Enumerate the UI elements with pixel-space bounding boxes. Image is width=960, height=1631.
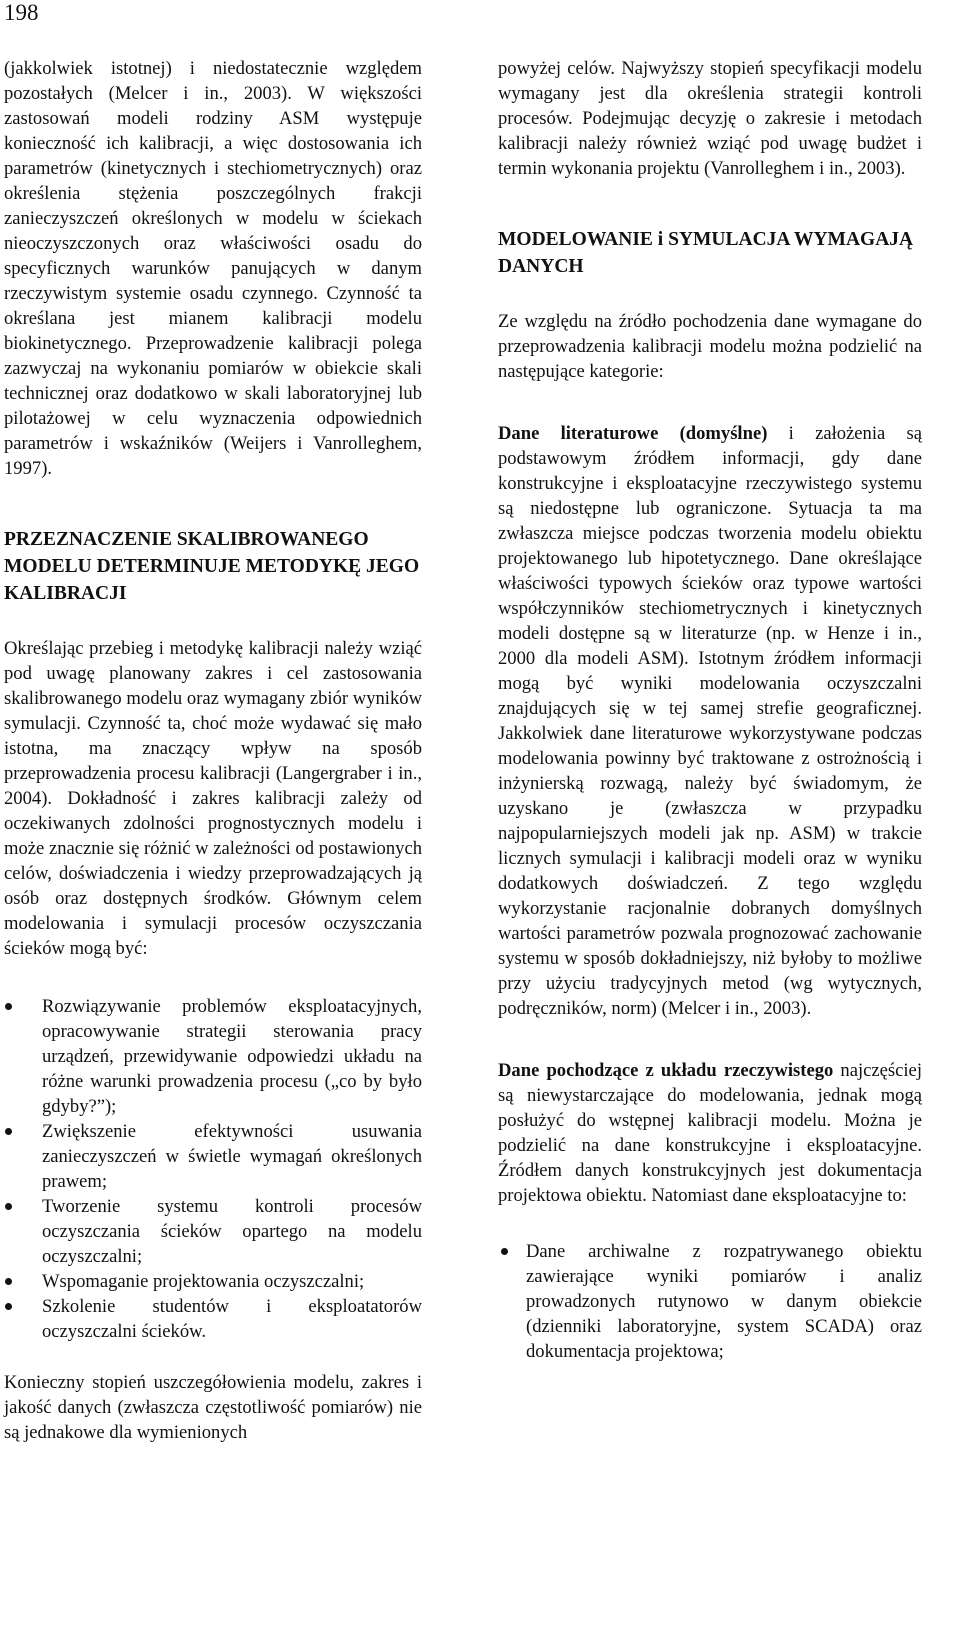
section-heading-calibration-purpose: PRZEZNACZENIE SKALIBROWANEGO MODELU DETERMINUJE METODYKĘ JEGO KALIBRACJI: [4, 529, 420, 604]
real-system-data-text: najczęściej są niewystarczające do modelowania, jednak mogą posłużyć do wstępnej kalibracji modelu. Można je podzielić na dane konstrukcyjne i eksploatacyjne. Źródłem danych konstrukcyjnych jest dokumentacja projektowa obiektu. Natomiast dane eksploatacyjne to:: [498, 1060, 922, 1206]
list-item: [4, 1269, 422, 1294]
modeling-goals-list: [4, 994, 422, 1344]
list-item-text: Dane archiwalne z rozpatrywanego obiektu zawierające wyniki pomiarów i analiz prowadzonych rutynowo w danym obiekcie (dzienniki laboratoryjne, system SCADA) oraz dokumentacja projektowa;: [526, 1241, 922, 1362]
right-column: [498, 56, 922, 1364]
list-item: [498, 1239, 922, 1364]
list-item-text: Wspomaganie projektowania oczyszczalni;: [42, 1271, 365, 1292]
real-system-data-term: Dane pochodzące z układu rzeczywistego: [498, 1060, 834, 1081]
real-system-data-paragraph: [498, 1058, 922, 1208]
left-paragraph-1: (jakkolwiek istotnej) i niedostatecznie względem pozostałych (Melcer i in., 2003). W większości zastosowań modeli rodziny ASM występuje konieczność ich kalibracji, a więc dostosowania ich parametrów (kinetycznych i stechiometrycznych) oraz określenia stężenia poszczególnych frakcji zanieczyszczeń określonych w modelu w ściekach nieoczyszczonych oraz właściwości osadu do specyficznych warunków panujących w danym rzeczywistym systemie osadu czynnego. Czynność ta określana jest mianem kalibracji modelu biokinetycznego. Przeprowadzenie kalibracji polega zazwyczaj na wykonaniu pomiarów w obiekcie skali technicznej oraz dodatkowo w skali laboratoryjnej lub pilotażowej w celu wyznaczenia odpowiednich parametrów i wskaźników (Weijers i Vanrolleghem, 1997).: [4, 58, 422, 479]
literature-data-text: i założenia są podstawowym źródłem informacji, gdy dane konstrukcyjne i eksploatacyjne rzeczywistego systemu są niedostępne lub ograniczone. Sytuacja ta ma zwłaszcza miejsce podczas tworzenia modelu obiektu projektowanego lub hipotetycznego. Dane określające właściwości typowych ścieków oraz typowe wartości współczynników stechiometrycznych i kinetycznych modeli dostępne są w literaturze (np. w Henze i in., 2000 dla modeli ASM). Istotnym źródłem informacji mogą być wyniki modelowania oczyszczalni znajdujących się w tej samej strefie geograficznej. Jakkolwiek dane literaturowe wykorzystywane podczas modelowania powinny być traktowane z ostrożnością i inżynierską rozwagą, należy być świadomym, że uzyskano je (zwłaszcza w przypadku najpopularniejszych modeli jak np. ASM) w trakcie licznych symulacji i kalibracji modeli oraz w wyniku dodatkowych doświadczeń. Z tego względu wykorzystanie racjonalnie dobranych domyślnych wartości parametrów pozwala prognozować zachowanie systemu w sposób dokładniejszy, niż byłoby to możliwe przy użyciu tradycyjnych metod (wg wytycznych, podręczników, norm) (Melcer i in., 2003).: [498, 423, 922, 1019]
literature-data-paragraph: [498, 421, 922, 1021]
operational-data-list: [498, 1239, 922, 1364]
bullet-icon: [501, 1248, 508, 1255]
bullet-icon: [5, 1203, 12, 1210]
bullet-icon: [5, 1003, 12, 1010]
list-item: [4, 994, 422, 1119]
literature-data-term: Dane literaturowe (domyślne): [498, 423, 768, 444]
list-item-text: Rozwiązywanie problemów eksploatacyjnych, opracowywanie strategii sterowania pracy urządzeń, przewidywanie odpowiedzi układu na różne warunki prowadzenia procesu („co by było gdyby?”);: [42, 996, 422, 1117]
list-item: [4, 1194, 422, 1269]
bullet-icon: [5, 1278, 12, 1285]
list-item: [4, 1294, 422, 1344]
left-paragraph-2: Określając przebieg i metodykę kalibracji należy wziąć pod uwagę planowany zakres i cel zastosowania skalibrowanego modelu oraz wymagany zbiór wyników symulacji. Czynność ta, choć może wydawać się mało istotna, ma znaczący wpływ na sposób przeprowadzenia procesu kalibracji (Langergraber i in., 2004). Dokładność i zakres kalibracji zależy od oczekiwanych zdolności prognostycznych modelu i może znacznie się różnić w zależności od postawionych celów, doświadczenia i wiedzy przeprowadzających ją osób oraz dostępnych środków. Głównym celem modelowania i symulacji procesów oczyszczania ścieków mogą być:: [4, 638, 422, 959]
left-paragraph-3: Konieczny stopień uszczegółowienia modelu, zakres i jakość danych (zwłaszcza częstotliwość pomiarów) nie są jednakowe dla wymienionych: [4, 1372, 422, 1443]
section-heading-data-requirements: MODELOWANIE i SYMULACJA WYMAGAJĄ DANYCH: [498, 229, 914, 277]
right-paragraph-2: Ze względu na źródło pochodzenia dane wymagane do przeprowadzenia kalibracji modelu można podzielić na następujące kategorie:: [498, 311, 922, 382]
list-item: [4, 1119, 422, 1194]
page-number: 198: [4, 0, 39, 25]
left-column: [4, 56, 422, 1445]
list-item-text: Szkolenie studentów i eksploatatorów oczyszczalni ścieków.: [42, 1296, 422, 1342]
bullet-icon: [5, 1128, 12, 1135]
list-item-text: Tworzenie systemu kontroli procesów oczyszczania ścieków opartego na modelu oczyszczalni;: [42, 1196, 422, 1267]
bullet-icon: [5, 1303, 12, 1310]
list-item-text: Zwiększenie efektywności usuwania zanieczyszczeń w świetle wymagań określonych prawem;: [42, 1121, 422, 1192]
right-paragraph-1: powyżej celów. Najwyższy stopień specyfikacji modelu wymagany jest dla określenia strategii kontroli procesów. Podejmując decyzję o zakresie i metodach kalibracji należy również wziąć pod uwagę budżet i termin wykonania projektu (Vanrolleghem i in., 2003).: [498, 58, 922, 179]
